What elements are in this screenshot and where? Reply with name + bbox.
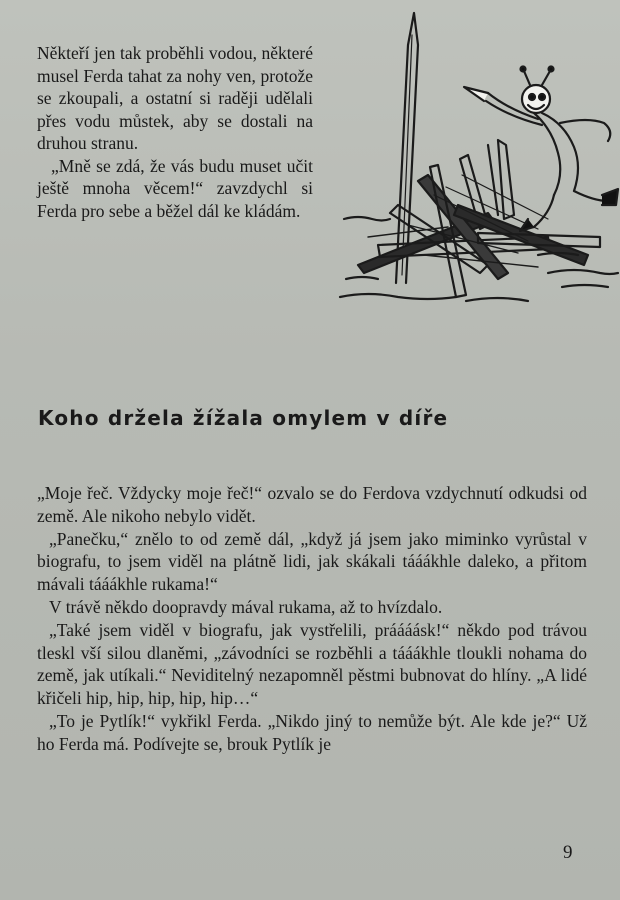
chapter-title: Koho držela žížala omylem v díře (38, 406, 449, 430)
ferda-ant-on-logs-illustration (338, 5, 620, 305)
paragraph: „To je Pytlík!“ vykřikl Ferda. „Nikdo jiný to nemůže být. Ale kde je?“ Už ho Ferda má. Podívejte se, brouk Pytlík je (37, 710, 587, 754)
page-number: 9 (563, 842, 573, 863)
paragraph: V trávě někdo doopravdy mával rukama, až to hvízdalo. (49, 596, 443, 617)
paragraph: Někteří jen tak proběhli vodou, některé musel Ferda tahat za nohy ven, protože se zkoupali, a ostatní si raději udělali přes vodu můstek, aby se dostali na druhou stranu. (37, 43, 313, 153)
chapter-body (37, 482, 587, 756)
paragraph: „Panečku,“ znělo to od země dál, „když já jsem jako miminko vyrůstal v biografu, to jsem viděl na plátně lidi, jak skákali tááákhle daleko, a přitom mávali tááákhle rukama!“ (37, 528, 587, 595)
paragraph: „Mně se zdá, že vás budu muset učit ještě mnoha věcem!“ zavzdychl si Ferda pro sebe a běžel dál ke kládám. (37, 155, 313, 221)
paragraph: „Také jsem viděl v biografu, jak vystřelili, práááásk!“ někdo pod trávou tleskl vší silou dlaněmi, „závodníci se rozběhli a tááákhle tloukli nohama do země, jak utíkali.“ Neviditelný nezapomněl pěstmi bubnovat do hlíny. „A lidé křičeli hip, hip, hip, hip, hip…“ (37, 619, 587, 709)
paragraph: „Moje řeč. Vždycky moje řeč!“ ozvalo se do Ferdova vzdychnutí odkudsi od země. Ale nikoho nebylo vidět. (37, 483, 587, 526)
opening-text (37, 42, 313, 222)
